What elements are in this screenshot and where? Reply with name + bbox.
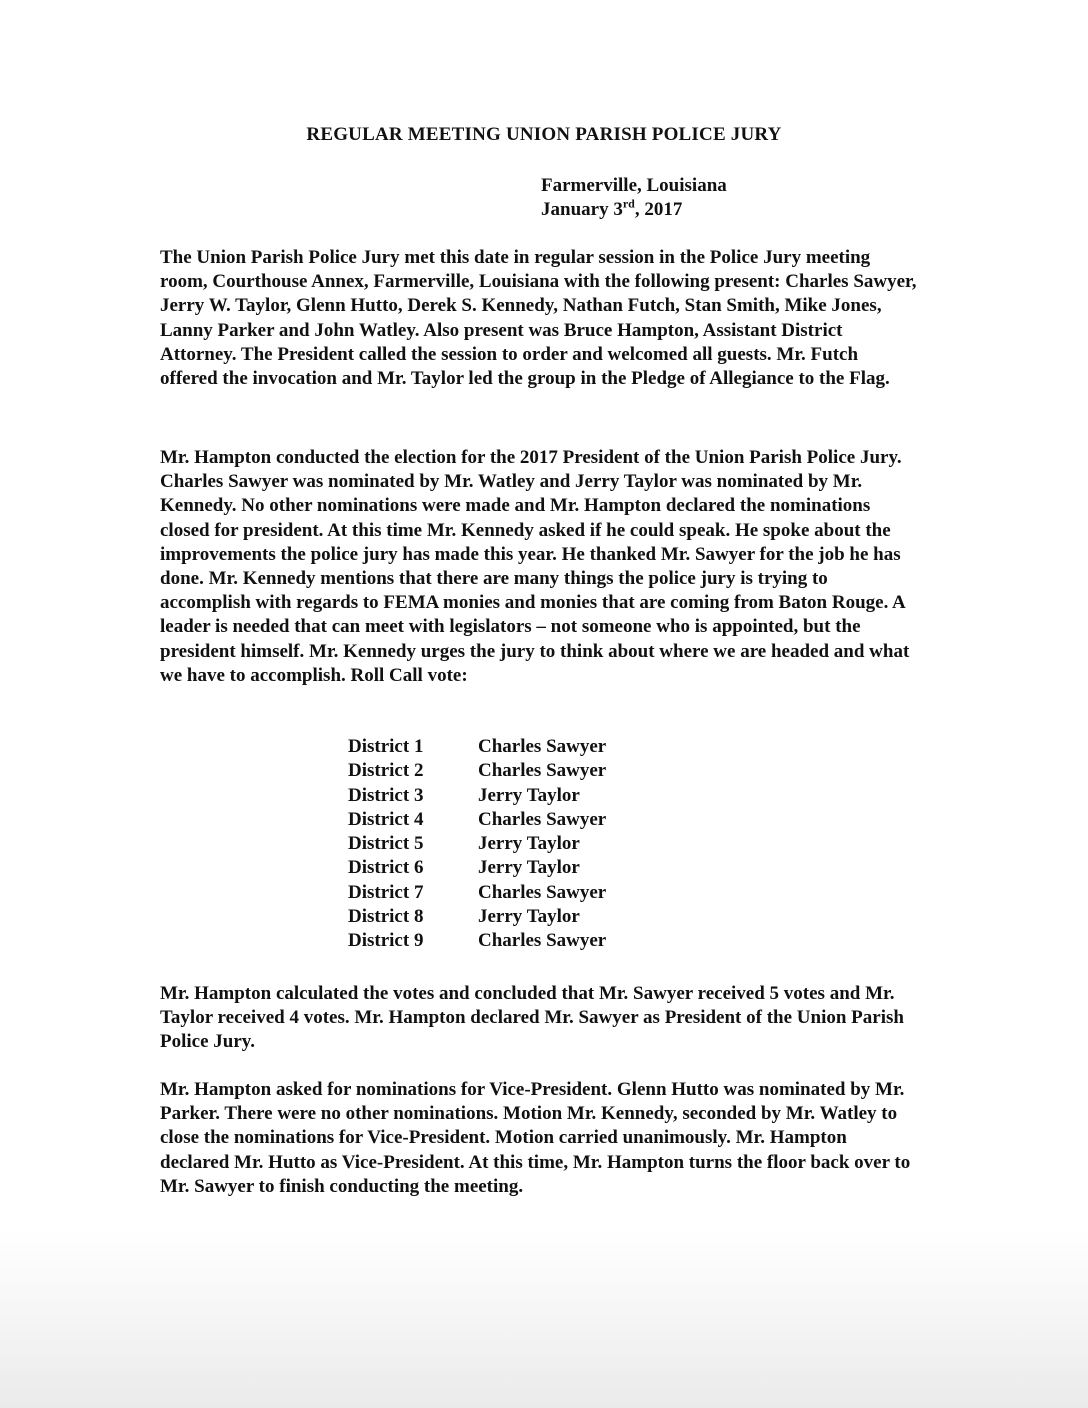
- district-cell: District 2: [348, 760, 424, 782]
- vote-cell: Charles Sawyer: [478, 736, 607, 757]
- meeting-date: [541, 198, 727, 222]
- roll-call-row: [348, 735, 606, 759]
- roll-call-table: [348, 735, 606, 954]
- vote-cell: Charles Sawyer: [478, 930, 607, 952]
- vote-cell: Charles Sawyer: [478, 808, 607, 830]
- scan-shading: [0, 1230, 1088, 1408]
- roll-call-row: [348, 905, 606, 929]
- vote-cell: Jerry Taylor: [478, 906, 580, 928]
- roll-call-row: [348, 881, 606, 905]
- district-cell: District 5: [348, 833, 424, 855]
- paragraph-vice-president: Mr. Hampton asked for nominations for Vice-President. Glenn Hutto was nominated by Mr. Parker. There were no other nominations. Motion Mr. Kennedy, seconded by Mr. Watley to close the nominations for Vice-President. Motion carried unanimously. Mr. Hampton declared Mr. Hutto as Vice-President. At this time, Mr. Hampton turns the floor back over to Mr. Sawyer to finish conducting the meeting.: [160, 1079, 911, 1197]
- vote-cell: Jerry Taylor: [478, 833, 580, 855]
- document-title: REGULAR MEETING UNION PARISH POLICE JURY: [306, 124, 782, 145]
- paragraph-president-election: Mr. Hampton conducted the election for the 2017 President of the Union Parish Police Jury. Charles Sawyer was nominated by Mr. Watley and Jerry Taylor was nominated by Mr. Kennedy. No other nominations were made and Mr. Hampton declared the nominations closed for president. At this time Mr. Kennedy asked if he could speak. He spoke about the improvements the police jury has made this year. He thanked Mr. Sawyer for the job he has done. Mr. Kennedy mentions that there are many things the police jury is trying to accomplish with regards to FEMA monies and monies that are coming from Baton Rouge. A leader is needed that can meet with legislators – not someone who is appointed, but the president himself. Mr. Kennedy urges the jury to think about where we are headed and what we have to accomplish. Roll Call vote:: [160, 447, 910, 686]
- roll-call-row: [348, 929, 606, 953]
- district-cell: District 4: [348, 808, 424, 830]
- paragraph-attendance: The Union Parish Police Jury met this date in regular session in the Police Jury meeting room, Courthouse Annex, Farmerville, Louisiana with the following present: Charles Sawyer, Jerry W. Taylor, Glenn Hutto, Derek S. Kennedy, Nathan Futch, Stan Smith, Mike Jones, Lanny Parker and John Watley. Also present was Bruce Hampton, Assistant District Attorney. The President called the session to order and welcomed all guests. Mr. Futch offered the invocation and Mr. Taylor led the group in the Pledge of Allegiance to the Flag.: [160, 247, 917, 390]
- dateline: [541, 174, 727, 222]
- roll-call-row: [348, 856, 606, 880]
- roll-call-row: [348, 832, 606, 856]
- meeting-place: Farmerville, Louisiana: [541, 175, 727, 196]
- roll-call-row: [348, 784, 606, 808]
- roll-call-row: [348, 808, 606, 832]
- meeting-date-month: January 3: [541, 199, 623, 220]
- district-cell: District 3: [348, 784, 424, 806]
- roll-call-row: [348, 759, 606, 783]
- district-cell: District 8: [348, 906, 424, 928]
- district-cell: District 6: [348, 857, 424, 879]
- district-cell: District 9: [348, 930, 424, 952]
- vote-cell: Charles Sawyer: [478, 881, 607, 903]
- meeting-date-suffix: rd: [622, 196, 635, 211]
- district-cell: District 7: [348, 881, 424, 903]
- vote-cell: Jerry Taylor: [478, 857, 580, 879]
- paragraph-vote-result: Mr. Hampton calculated the votes and concluded that Mr. Sawyer received 5 votes and Mr. Taylor received 4 votes. Mr. Hampton declared Mr. Sawyer as President of the Union Parish Police Jury.: [160, 983, 904, 1053]
- vote-cell: Jerry Taylor: [478, 784, 580, 806]
- vote-cell: Charles Sawyer: [478, 760, 607, 782]
- district-cell: District 1: [348, 736, 424, 757]
- meeting-date-year: , 2017: [634, 199, 683, 220]
